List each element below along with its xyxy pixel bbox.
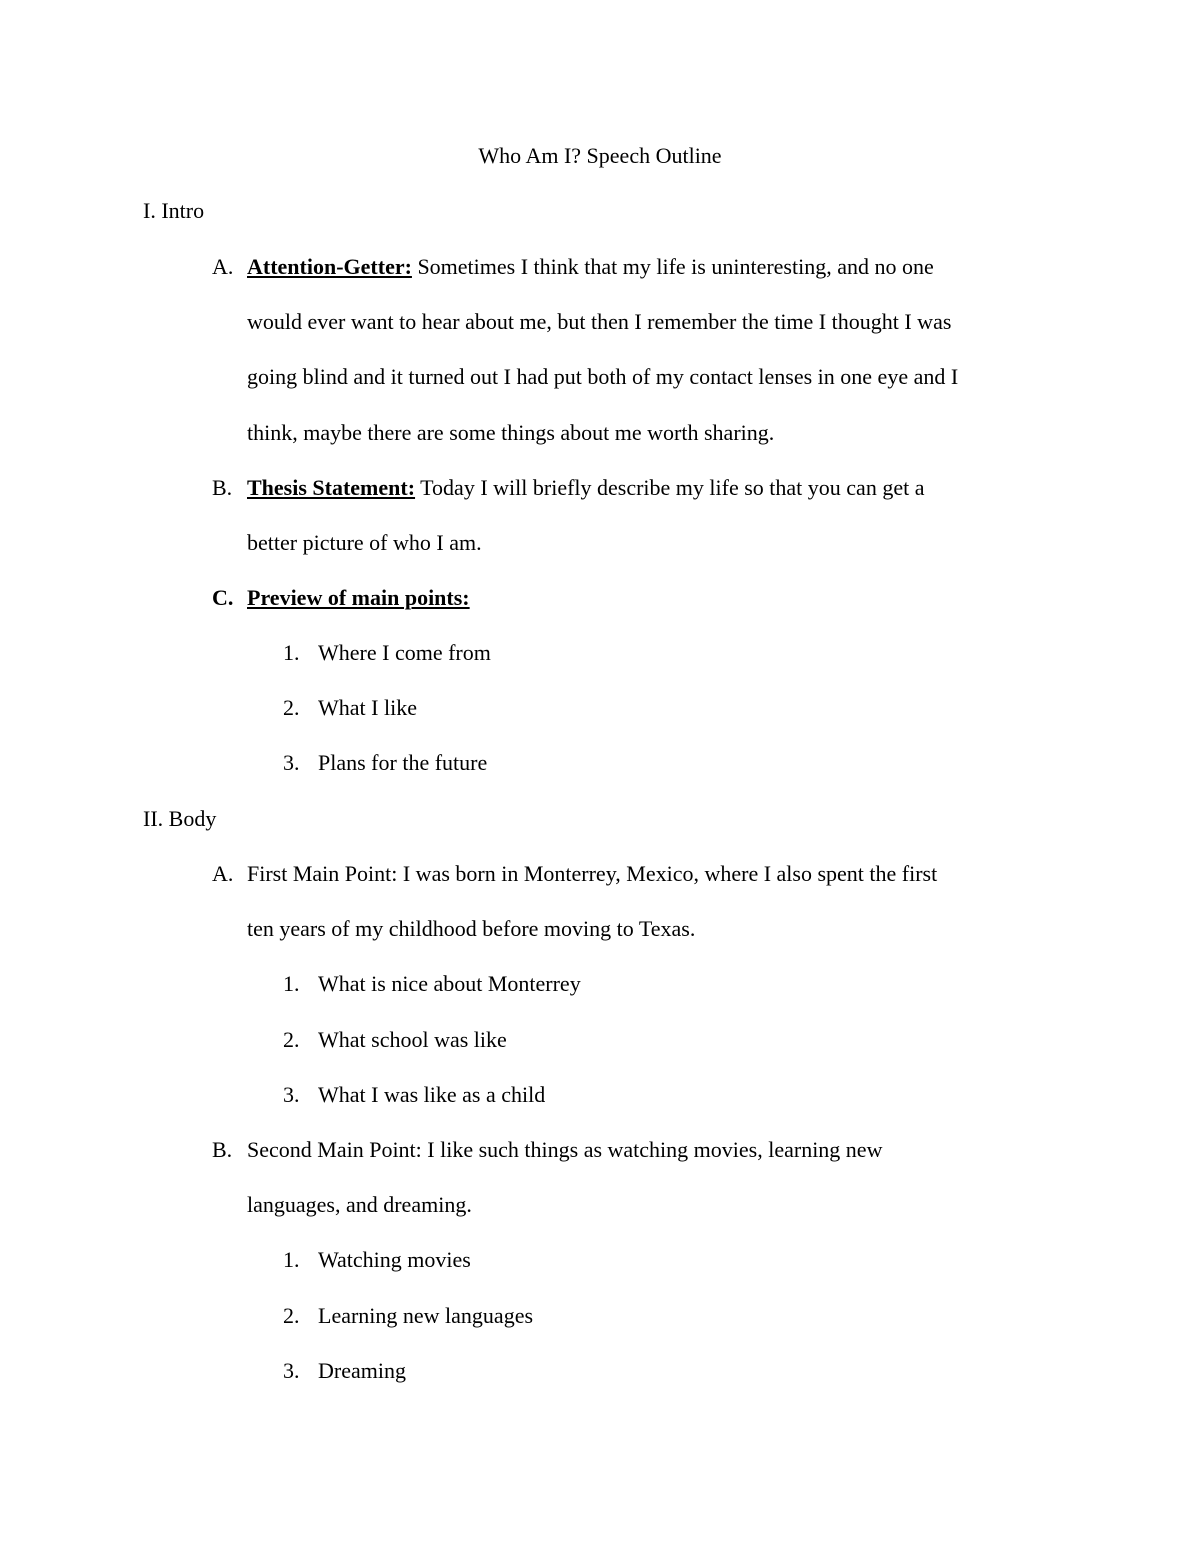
body-a-item: What school was like (318, 1027, 507, 1052)
section-heading-intro: I. Intro (143, 198, 205, 223)
page-title: Who Am I? Speech Outline (478, 143, 722, 168)
body-b-item: Learning new languages (318, 1303, 534, 1328)
body-a-marker: A. (212, 861, 234, 886)
preview-item: Where I come from (318, 640, 491, 665)
intro-a-first-line (247, 254, 934, 280)
attention-getter-label: Attention-Getter: (247, 254, 412, 279)
body-b-item: Watching movies (318, 1247, 471, 1272)
intro-a-text-line-4: think, maybe there are some things about me worth sharing. (247, 420, 775, 445)
body-a-text-line-2: ten years of my childhood before moving to Texas. (247, 916, 696, 941)
preview-item-number: 3. (283, 750, 300, 775)
intro-b-text-line-1: Today I will briefly describe my life so that you can get a (420, 475, 925, 500)
body-a-item-number: 3. (283, 1082, 300, 1107)
preview-label: Preview of main points: (247, 585, 470, 610)
body-b-item-number: 1. (283, 1247, 300, 1272)
preview-item-number: 2. (283, 695, 300, 720)
preview-item: What I like (318, 695, 417, 720)
body-a-item-number: 1. (283, 971, 300, 996)
body-b-marker: B. (212, 1137, 233, 1162)
body-b-text-line-2: languages, and dreaming. (247, 1192, 472, 1217)
preview-item-number: 1. (283, 640, 300, 665)
body-b-item-number: 2. (283, 1303, 300, 1328)
body-a-item: What is nice about Monterrey (318, 971, 581, 996)
body-b-item-number: 3. (283, 1358, 300, 1383)
intro-a-text-line-3: going blind and it turned out I had put both of my contact lenses in one eye and I (247, 364, 959, 389)
intro-a-text-line-2: would ever want to hear about me, but then I remember the time I thought I was (247, 309, 952, 334)
intro-a-marker: A. (212, 254, 234, 279)
intro-b-marker: B. (212, 475, 233, 500)
body-a-item: What I was like as a child (318, 1082, 546, 1107)
body-a-item-number: 2. (283, 1027, 300, 1052)
intro-b-text-line-2: better picture of who I am. (247, 530, 482, 555)
preview-item: Plans for the future (318, 750, 488, 775)
body-b-item: Dreaming (318, 1358, 406, 1383)
intro-b-first-line (247, 475, 924, 501)
body-a-text-line-1: First Main Point: I was born in Monterrey, Mexico, where I also spent the first (247, 861, 938, 886)
intro-c-marker: C. (212, 585, 234, 610)
body-b-text-line-1: Second Main Point: I like such things as watching movies, learning new (247, 1137, 883, 1162)
intro-a-text-line-1: Sometimes I think that my life is uninteresting, and no one (417, 254, 934, 279)
thesis-statement-label: Thesis Statement: (247, 475, 416, 500)
section-heading-body: II. Body (143, 806, 217, 831)
